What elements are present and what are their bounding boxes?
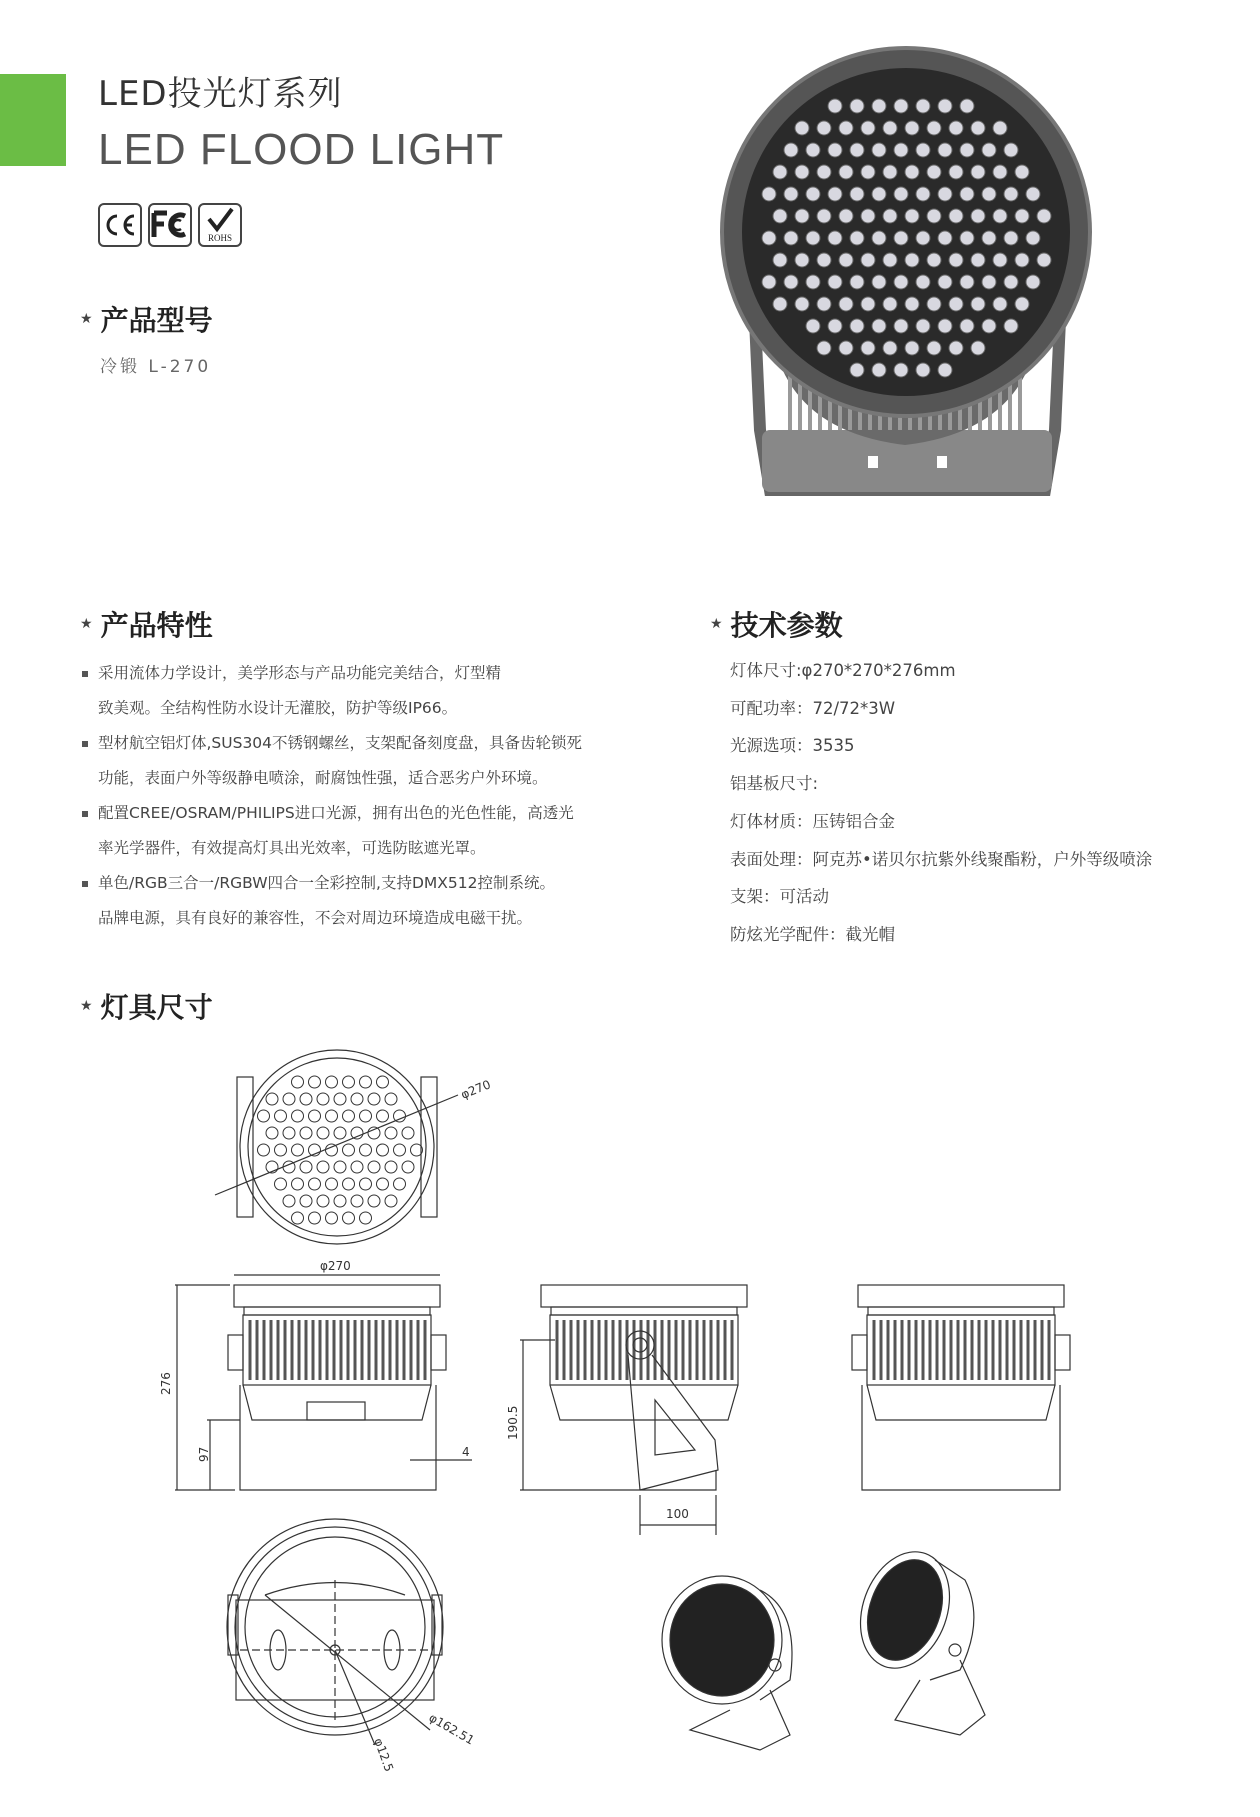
led-dot bbox=[317, 1127, 329, 1139]
led-dot bbox=[883, 121, 897, 135]
features-heading-label: 产品特性 bbox=[100, 609, 213, 642]
led-dot bbox=[905, 341, 919, 355]
spec-item: 表面处理：阿克苏•诺贝尔抗紫外线聚酯粉，户外等级喷涂 bbox=[730, 849, 1153, 869]
star-icon: ★ bbox=[80, 998, 93, 1014]
led-dot bbox=[960, 99, 974, 113]
led-dot bbox=[266, 1093, 278, 1105]
led-dot bbox=[850, 99, 864, 113]
led-dot bbox=[850, 319, 864, 333]
led-dot bbox=[317, 1161, 329, 1173]
led-dot bbox=[317, 1093, 329, 1105]
led-dot bbox=[872, 187, 886, 201]
rear-elevation-drawing bbox=[852, 1285, 1070, 1490]
led-dot bbox=[839, 165, 853, 179]
led-dot bbox=[292, 1076, 304, 1088]
page-title-cn: LED投光灯系列 bbox=[98, 74, 343, 114]
led-dot bbox=[960, 143, 974, 157]
perspective-view-left bbox=[662, 1576, 792, 1750]
led-dot bbox=[368, 1161, 380, 1173]
led-dot bbox=[861, 209, 875, 223]
led-dot bbox=[938, 363, 952, 377]
back-diameter-label: φ162.51 bbox=[426, 1710, 477, 1748]
led-dot bbox=[773, 297, 787, 311]
led-dot bbox=[258, 1144, 270, 1156]
led-dot bbox=[828, 99, 842, 113]
led-dot bbox=[993, 253, 1007, 267]
led-dot bbox=[894, 143, 908, 157]
led-dot bbox=[861, 253, 875, 267]
led-dot bbox=[817, 121, 831, 135]
side-height-label: 190.5 bbox=[506, 1405, 520, 1440]
led-dot bbox=[360, 1110, 372, 1122]
led-dot bbox=[828, 143, 842, 157]
led-dot bbox=[762, 187, 776, 201]
dimensions-heading-label: 灯具尺寸 bbox=[100, 991, 213, 1024]
led-dot bbox=[949, 209, 963, 223]
led-dot bbox=[385, 1127, 397, 1139]
led-dot bbox=[960, 187, 974, 201]
led-dot bbox=[927, 341, 941, 355]
led-dot bbox=[938, 319, 952, 333]
led-dot bbox=[402, 1161, 414, 1173]
led-dot bbox=[894, 231, 908, 245]
led-dot bbox=[993, 297, 1007, 311]
led-dot bbox=[916, 363, 930, 377]
led-dot bbox=[292, 1178, 304, 1190]
led-dot bbox=[993, 121, 1007, 135]
led-dot bbox=[334, 1127, 346, 1139]
height-label: 276 bbox=[159, 1372, 173, 1395]
led-dot bbox=[861, 341, 875, 355]
led-dot bbox=[795, 165, 809, 179]
led-dot bbox=[1026, 231, 1040, 245]
front-view-drawing bbox=[215, 1050, 458, 1244]
led-dot bbox=[806, 231, 820, 245]
led-dot bbox=[351, 1161, 363, 1173]
led-dot bbox=[326, 1212, 338, 1224]
led-dot bbox=[839, 341, 853, 355]
led-dot bbox=[894, 363, 908, 377]
led-dot bbox=[960, 319, 974, 333]
led-dot bbox=[850, 187, 864, 201]
led-dot bbox=[883, 253, 897, 267]
led-dot bbox=[1026, 187, 1040, 201]
led-dot bbox=[377, 1110, 389, 1122]
side-view-drawing bbox=[520, 1285, 747, 1535]
led-dot bbox=[817, 297, 831, 311]
led-dot bbox=[377, 1144, 389, 1156]
led-dot bbox=[368, 1093, 380, 1105]
led-dot bbox=[861, 121, 875, 135]
led-dot bbox=[326, 1110, 338, 1122]
page-title-en: LED FLOOD LIGHT bbox=[98, 125, 505, 174]
bracket-height-label: 97 bbox=[197, 1446, 211, 1462]
led-dot bbox=[817, 253, 831, 267]
led-dot bbox=[784, 231, 798, 245]
led-dot bbox=[334, 1093, 346, 1105]
star-icon: ★ bbox=[80, 311, 93, 327]
led-dot bbox=[300, 1093, 312, 1105]
led-dot bbox=[360, 1212, 372, 1224]
led-dot bbox=[839, 253, 853, 267]
led-dot bbox=[949, 121, 963, 135]
led-dot bbox=[828, 319, 842, 333]
led-dot bbox=[949, 253, 963, 267]
led-dot bbox=[872, 363, 886, 377]
led-dot bbox=[334, 1161, 346, 1173]
led-dot bbox=[275, 1110, 287, 1122]
led-dot bbox=[938, 187, 952, 201]
led-dot bbox=[762, 275, 776, 289]
feature-line: 致美观。全结构性防水设计无灌胶，防护等级IP66。 bbox=[98, 699, 458, 717]
led-dot bbox=[300, 1127, 312, 1139]
led-dot bbox=[883, 341, 897, 355]
led-dot bbox=[872, 99, 886, 113]
led-dot bbox=[982, 319, 996, 333]
led-dot bbox=[806, 187, 820, 201]
led-dot bbox=[402, 1127, 414, 1139]
led-dot bbox=[385, 1161, 397, 1173]
led-dot bbox=[1015, 209, 1029, 223]
feature-line: 配置CREE/OSRAM/PHILIPS进口光源，拥有出色的光色性能，高透光 bbox=[98, 804, 574, 822]
spec-item: 支架：可活动 bbox=[730, 887, 829, 907]
led-dot bbox=[982, 143, 996, 157]
spec-item: 光源选项：3535 bbox=[730, 736, 855, 756]
led-dot bbox=[283, 1195, 295, 1207]
led-dot bbox=[960, 231, 974, 245]
led-dot bbox=[795, 253, 809, 267]
led-dot bbox=[351, 1195, 363, 1207]
led-dot bbox=[368, 1127, 380, 1139]
led-dot bbox=[839, 209, 853, 223]
led-dot bbox=[861, 297, 875, 311]
feature-line: 品牌电源，具有良好的兼容性，不会对周边环境造成电磁干扰。 bbox=[98, 909, 533, 927]
led-dot bbox=[300, 1195, 312, 1207]
led-dot bbox=[850, 231, 864, 245]
led-dot bbox=[309, 1212, 321, 1224]
front-diameter-label: φ270 bbox=[458, 1077, 493, 1102]
led-dot bbox=[971, 165, 985, 179]
led-dot bbox=[377, 1076, 389, 1088]
led-dot bbox=[861, 165, 875, 179]
spec-item: 可配功率：72/72*3W bbox=[730, 698, 896, 718]
led-dot bbox=[351, 1093, 363, 1105]
spec-item: 防炫光学配件：截光帽 bbox=[730, 924, 895, 944]
led-dot bbox=[806, 275, 820, 289]
led-dot bbox=[872, 231, 886, 245]
led-dot bbox=[806, 143, 820, 157]
led-dot bbox=[828, 231, 842, 245]
led-dot bbox=[916, 99, 930, 113]
spec-item: 灯体材质：压铸铝合金 bbox=[730, 811, 895, 831]
led-dot bbox=[1037, 253, 1051, 267]
svg-text:ROHS: ROHS bbox=[207, 233, 233, 243]
back-view-drawing bbox=[227, 1519, 443, 1745]
led-dot bbox=[1004, 319, 1018, 333]
led-dot bbox=[982, 187, 996, 201]
product-photo bbox=[722, 48, 1090, 492]
led-dot bbox=[916, 231, 930, 245]
led-dot bbox=[905, 253, 919, 267]
led-dot bbox=[993, 209, 1007, 223]
led-dot bbox=[927, 121, 941, 135]
led-dot bbox=[927, 253, 941, 267]
led-dot bbox=[817, 341, 831, 355]
led-dot bbox=[916, 187, 930, 201]
led-dot bbox=[817, 209, 831, 223]
model-heading-label: 产品型号 bbox=[100, 304, 213, 337]
hole-diameter-label: φ12.5 bbox=[371, 1736, 397, 1774]
led-dot bbox=[894, 187, 908, 201]
led-dot bbox=[938, 275, 952, 289]
led-dot bbox=[334, 1195, 346, 1207]
led-dot bbox=[883, 209, 897, 223]
led-dot bbox=[394, 1144, 406, 1156]
led-dot bbox=[971, 253, 985, 267]
led-dot bbox=[982, 231, 996, 245]
led-dot bbox=[817, 165, 831, 179]
led-dot bbox=[1015, 297, 1029, 311]
led-dot bbox=[360, 1076, 372, 1088]
led-dot bbox=[309, 1178, 321, 1190]
led-dot bbox=[773, 253, 787, 267]
feature-line: 功能，表面户外等级静电喷涂，耐腐蚀性强，适合恶劣户外环境。 bbox=[98, 769, 548, 787]
led-dot bbox=[927, 297, 941, 311]
led-dot bbox=[394, 1178, 406, 1190]
led-dot bbox=[894, 275, 908, 289]
led-dot bbox=[343, 1144, 355, 1156]
led-dot bbox=[1037, 209, 1051, 223]
led-dot bbox=[872, 275, 886, 289]
led-dot bbox=[784, 143, 798, 157]
led-dot bbox=[883, 297, 897, 311]
led-dot bbox=[343, 1110, 355, 1122]
feature-line: 单色/RGB三合一/RGBW四合一全彩控制,支持DMX512控制系统。 bbox=[98, 874, 555, 892]
led-dot bbox=[850, 363, 864, 377]
led-dot bbox=[326, 1178, 338, 1190]
led-dot bbox=[960, 275, 974, 289]
led-dot bbox=[784, 275, 798, 289]
front-elevation-drawing bbox=[175, 1275, 472, 1490]
led-dot bbox=[1015, 253, 1029, 267]
led-dot bbox=[283, 1127, 295, 1139]
led-dot bbox=[894, 99, 908, 113]
width-label: φ270 bbox=[320, 1259, 351, 1273]
feature-line: 采用流体力学设计，美学形态与产品功能完美结合，灯型精 bbox=[98, 664, 502, 682]
feature-line: 率光学器件，有效提高灯具出光效率，可选防眩遮光罩。 bbox=[98, 839, 486, 857]
led-dot bbox=[927, 165, 941, 179]
led-dot bbox=[1026, 275, 1040, 289]
led-dot bbox=[905, 209, 919, 223]
led-dot bbox=[806, 319, 820, 333]
led-dot bbox=[283, 1093, 295, 1105]
led-dot bbox=[971, 121, 985, 135]
led-dot bbox=[1004, 143, 1018, 157]
led-dot bbox=[784, 187, 798, 201]
perspective-view-right bbox=[845, 1539, 985, 1735]
led-dot bbox=[1004, 231, 1018, 245]
feature-line: 型材航空铝灯体,SUS304不锈钢螺丝，支架配备刻度盘，具备齿轮锁死 bbox=[98, 734, 583, 752]
spec-item: 铝基板尺寸: bbox=[730, 774, 819, 794]
led-dot bbox=[266, 1127, 278, 1139]
led-dot bbox=[309, 1076, 321, 1088]
led-dot bbox=[1015, 165, 1029, 179]
led-dot bbox=[343, 1178, 355, 1190]
led-dot bbox=[377, 1178, 389, 1190]
led-dot bbox=[343, 1212, 355, 1224]
led-dot bbox=[949, 341, 963, 355]
led-dot bbox=[292, 1144, 304, 1156]
led-dot bbox=[916, 319, 930, 333]
led-dot bbox=[971, 297, 985, 311]
led-dot bbox=[850, 275, 864, 289]
led-dot bbox=[938, 231, 952, 245]
led-dot bbox=[872, 143, 886, 157]
led-dot bbox=[795, 121, 809, 135]
led-dot bbox=[326, 1076, 338, 1088]
led-dot bbox=[300, 1161, 312, 1173]
led-dot bbox=[795, 209, 809, 223]
led-dot bbox=[872, 319, 886, 333]
led-dot bbox=[1004, 275, 1018, 289]
led-dot bbox=[905, 121, 919, 135]
led-dot bbox=[275, 1178, 287, 1190]
led-dot bbox=[317, 1195, 329, 1207]
led-dot bbox=[949, 297, 963, 311]
led-dot bbox=[292, 1110, 304, 1122]
led-dot bbox=[938, 143, 952, 157]
led-dot bbox=[1004, 187, 1018, 201]
led-dot bbox=[916, 143, 930, 157]
led-dot bbox=[905, 297, 919, 311]
led-dot bbox=[839, 297, 853, 311]
led-dot bbox=[927, 209, 941, 223]
led-dot bbox=[773, 209, 787, 223]
led-dot bbox=[971, 341, 985, 355]
star-icon: ★ bbox=[710, 616, 723, 632]
star-icon: ★ bbox=[80, 616, 93, 632]
led-dot bbox=[309, 1110, 321, 1122]
led-dot bbox=[275, 1144, 287, 1156]
led-dot bbox=[258, 1110, 270, 1122]
led-dot bbox=[993, 165, 1007, 179]
specs-heading-label: 技术参数 bbox=[730, 609, 843, 642]
led-dot bbox=[949, 165, 963, 179]
led-dot bbox=[292, 1212, 304, 1224]
led-dot bbox=[905, 165, 919, 179]
spec-item: 灯体尺寸:φ270*270*276mm bbox=[730, 661, 956, 680]
led-dot bbox=[385, 1195, 397, 1207]
led-dot bbox=[795, 297, 809, 311]
led-dot bbox=[828, 275, 842, 289]
led-dot bbox=[762, 231, 776, 245]
led-dot bbox=[360, 1144, 372, 1156]
led-dot bbox=[850, 143, 864, 157]
led-dot bbox=[982, 275, 996, 289]
side-bracket-width-label: 100 bbox=[666, 1507, 689, 1521]
led-dot bbox=[828, 187, 842, 201]
led-dot bbox=[773, 165, 787, 179]
led-dot bbox=[360, 1178, 372, 1190]
bracket-thickness-label: 4 bbox=[462, 1445, 470, 1459]
led-dot bbox=[894, 319, 908, 333]
led-dot bbox=[971, 209, 985, 223]
led-dot bbox=[938, 99, 952, 113]
led-dot bbox=[385, 1093, 397, 1105]
led-dot bbox=[343, 1076, 355, 1088]
led-dot bbox=[883, 165, 897, 179]
led-dot bbox=[368, 1195, 380, 1207]
led-dot bbox=[839, 121, 853, 135]
model-value: 冷锻 L-270 bbox=[100, 357, 212, 377]
led-dot bbox=[916, 275, 930, 289]
